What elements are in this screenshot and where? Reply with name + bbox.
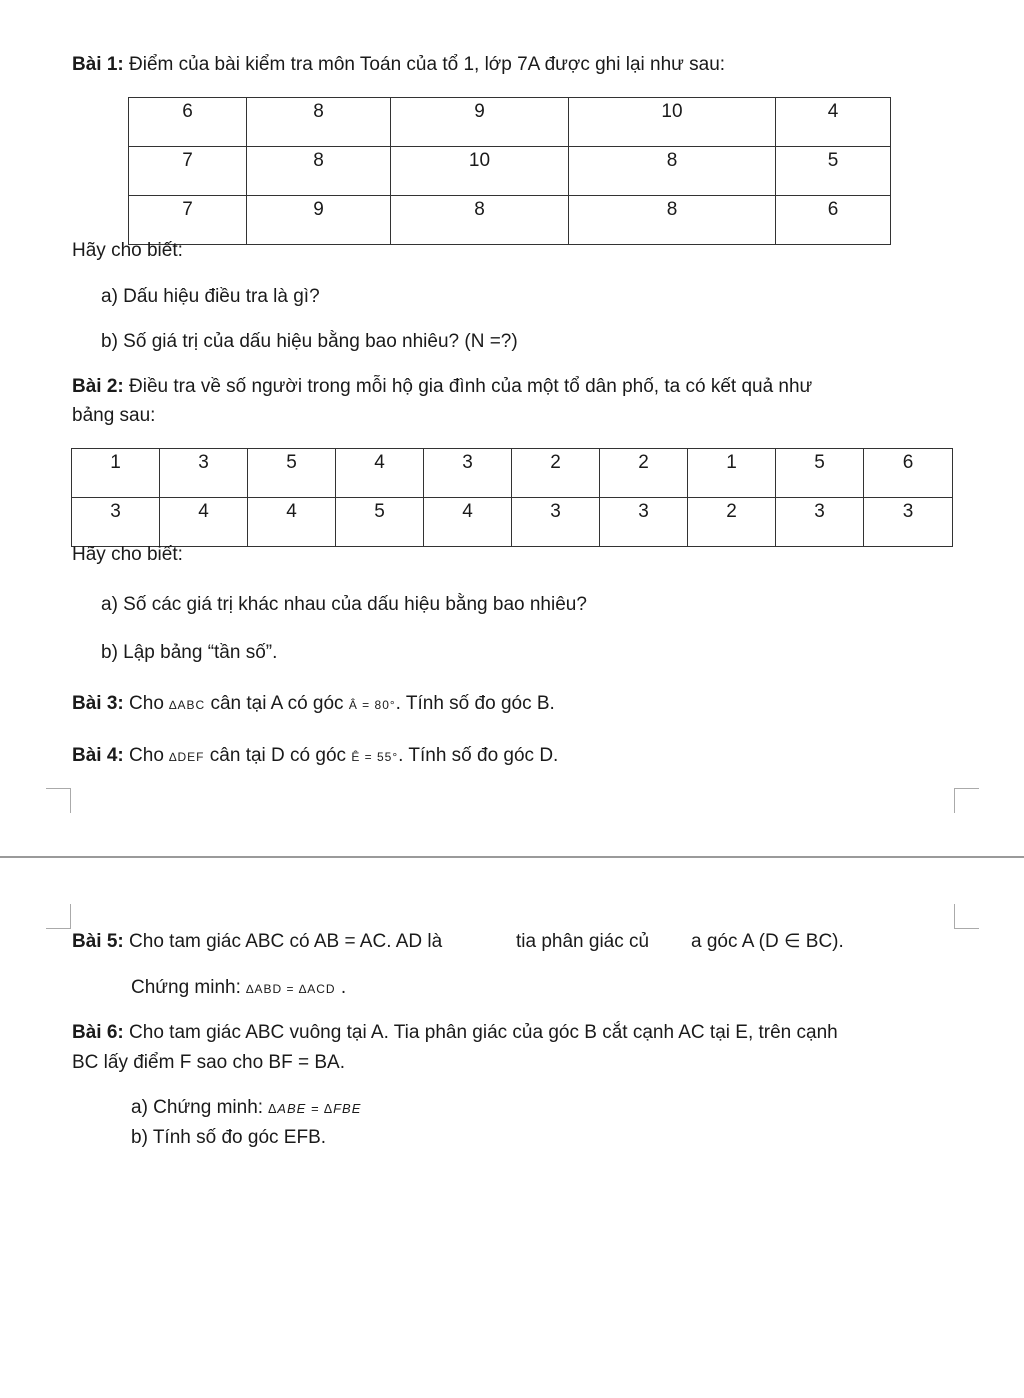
b1-text: Điểm của bài kiểm tra môn Toán của tổ 1, lớp 7A được ghi lại như sau: — [129, 54, 726, 75]
b3-pre: Cho — [129, 693, 164, 714]
table-cell: 3 — [864, 498, 953, 547]
b2-text1: Điều tra về số người trong mỗi hộ gia đình của một tổ dân phố, ta có kết quả như — [129, 376, 813, 397]
b2-heading — [72, 375, 812, 399]
page-corner-mark — [954, 788, 979, 813]
table-row — [129, 98, 891, 147]
b4-mid: cân tại D có góc — [209, 745, 347, 766]
b5-prove-dot: . — [340, 977, 347, 998]
table-cell: 2 — [600, 449, 688, 498]
b6-question-a-label: a) Chứng minh: — [131, 1097, 264, 1118]
b5-heading — [72, 930, 442, 954]
b5-text-part2: tia phân giác củ — [516, 931, 650, 952]
table-cell: 4 — [424, 498, 512, 547]
table-cell: 5 — [248, 449, 336, 498]
b5-text-part3: a góc A (D ∈ BC). — [691, 931, 844, 952]
table-cell: 3 — [600, 498, 688, 547]
b3-triangle: ∆ABC — [169, 698, 206, 712]
table-cell: 9 — [247, 196, 391, 245]
page-corner-mark — [954, 904, 979, 929]
b1-question-a: a) Dấu hiệu điều tra là gì? — [101, 286, 320, 307]
table-cell: 1 — [688, 449, 776, 498]
table-cell: 5 — [776, 449, 864, 498]
table-cell: 1 — [72, 449, 160, 498]
page-break-divider — [0, 856, 1024, 858]
b3-angle: Â = 80° — [348, 698, 396, 712]
b5-prove-label: Chứng minh: — [131, 977, 241, 998]
table-cell: 2 — [512, 449, 600, 498]
b2-text2: bảng sau: — [72, 405, 156, 426]
b2-ask: Hãy cho biết: — [72, 544, 183, 565]
table-cell: 3 — [72, 498, 160, 547]
b5-prove-expr: ∆ABD = ∆ACD — [246, 982, 336, 996]
b1-label: Bài 1: — [72, 54, 124, 75]
b1-heading — [72, 53, 725, 77]
b4-angle: Ê = 55° — [351, 750, 399, 764]
table-cell: 3 — [512, 498, 600, 547]
table-cell: 4 — [160, 498, 248, 547]
table-cell: 3 — [424, 449, 512, 498]
b3-line — [72, 692, 555, 717]
table-cell: 6 — [129, 98, 247, 147]
page-corner-mark — [46, 904, 71, 929]
b5-prove — [131, 976, 346, 1001]
b6-question-a-expr: ∆ABE = ∆FBE — [268, 1101, 362, 1116]
table-cell: 3 — [776, 498, 864, 547]
table-cell: 8 — [247, 98, 391, 147]
table-cell: 8 — [247, 147, 391, 196]
b1-ask: Hãy cho biết: — [72, 240, 183, 261]
b6-heading — [72, 1021, 838, 1045]
table-cell: 7 — [129, 196, 247, 245]
b2-question-a: a) Số các giá trị khác nhau của dấu hiệu bằng bao nhiêu? — [101, 594, 587, 615]
page-corner-mark — [46, 788, 71, 813]
table-cell: 2 — [688, 498, 776, 547]
b1-table — [128, 97, 891, 245]
b5-label: Bài 5: — [72, 931, 124, 952]
b5-text-part1: Cho tam giác ABC có AB = AC. AD là — [129, 931, 443, 952]
b6-text2: BC lấy điểm F sao cho BF = BA. — [72, 1052, 345, 1073]
b4-post: . Tính số đo góc D. — [398, 745, 559, 766]
table-cell: 10 — [391, 147, 569, 196]
b6-question-b: b) Tính số đo góc EFB. — [131, 1127, 327, 1148]
b4-pre: Cho — [129, 745, 164, 766]
table-cell: 9 — [391, 98, 569, 147]
table-cell: 5 — [776, 147, 891, 196]
b1-question-b: b) Số giá trị của dấu hiệu bằng bao nhiêu? (N =?) — [101, 331, 518, 352]
b4-triangle: ∆DEF — [169, 750, 205, 764]
table-cell: 7 — [129, 147, 247, 196]
b4-label: Bài 4: — [72, 745, 124, 766]
table-cell: 8 — [569, 196, 776, 245]
table-cell: 6 — [776, 196, 891, 245]
table-cell: 3 — [160, 449, 248, 498]
table-cell: 4 — [336, 449, 424, 498]
b4-line — [72, 744, 558, 769]
b2-label: Bài 2: — [72, 376, 124, 397]
b2-question-b: b) Lập bảng “tần số”. — [101, 642, 278, 663]
table-row — [129, 196, 891, 245]
table-row — [72, 449, 953, 498]
table-row — [72, 498, 953, 547]
table-cell: 4 — [248, 498, 336, 547]
table-cell: 5 — [336, 498, 424, 547]
b6-question-a — [131, 1096, 361, 1121]
table-cell: 8 — [569, 147, 776, 196]
b2-table — [71, 448, 953, 547]
table-cell: 8 — [391, 196, 569, 245]
table-row — [129, 147, 891, 196]
b3-mid: cân tại A có góc — [210, 693, 344, 714]
b3-label: Bài 3: — [72, 693, 124, 714]
table-cell: 6 — [864, 449, 953, 498]
b3-post: . Tính số đo góc B. — [395, 693, 555, 714]
b6-text1: Cho tam giác ABC vuông tại A. Tia phân giác của góc B cắt cạnh AC tại E, trên cạnh — [129, 1022, 838, 1043]
b6-label: Bài 6: — [72, 1022, 124, 1043]
table-cell: 10 — [569, 98, 776, 147]
table-cell: 4 — [776, 98, 891, 147]
